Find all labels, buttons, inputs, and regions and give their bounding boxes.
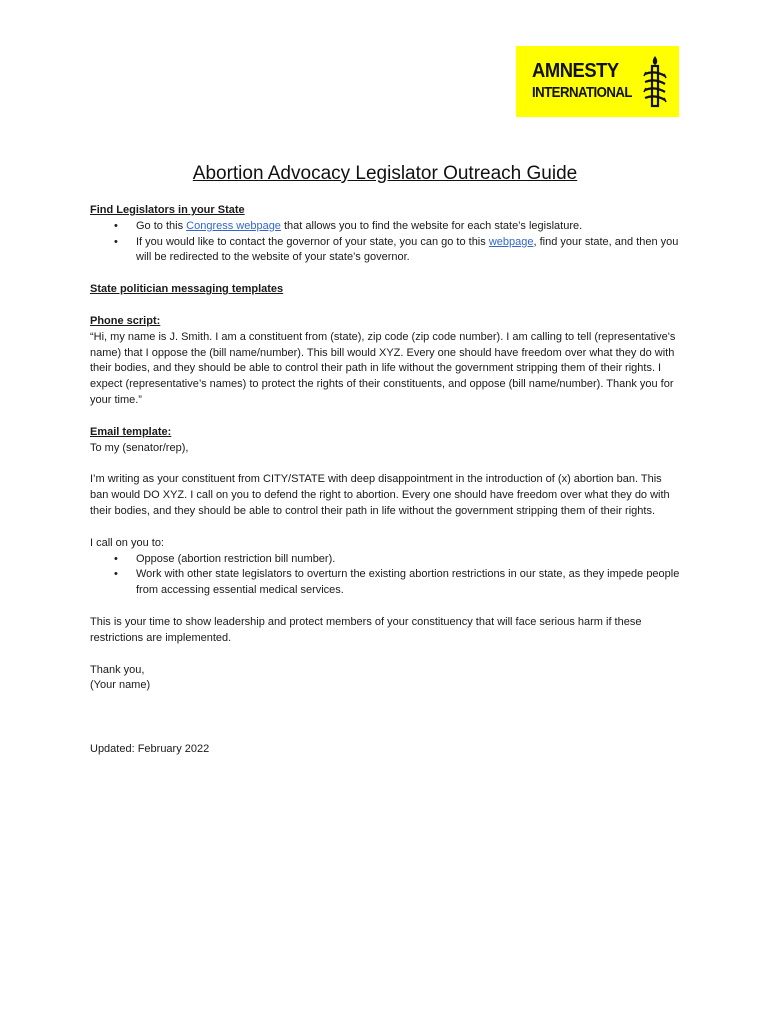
list-item-text: Work with other state legislators to overturn the existing abortion restrictions in our state, as they impede people from accessing essential medical services. xyxy=(136,568,680,597)
list-item-text: , find your state, and then you will be redirected to the website of your state’s governor. xyxy=(136,235,679,264)
logo-text-line1: AMNESTY xyxy=(532,60,619,82)
list-item xyxy=(90,552,682,568)
governor-webpage-link[interactable]: webpage xyxy=(488,235,534,248)
email-signoff: Thank you, xyxy=(90,663,145,676)
email-salutation: To my (senator/rep), xyxy=(90,441,189,454)
bullet-icon: • xyxy=(114,552,118,565)
phone-script-heading: Phone script: xyxy=(90,314,161,327)
find-legislators-heading: Find Legislators in your State xyxy=(90,204,245,216)
email-signature: (Your name) xyxy=(90,679,151,692)
congress-webpage-link[interactable]: Congress webpage xyxy=(186,219,281,232)
candle-barbed-wire-icon xyxy=(642,54,668,110)
logo-text-line2: INTERNATIONAL xyxy=(532,84,632,101)
list-item-text: Oppose (abortion restriction bill number). xyxy=(136,552,336,565)
phone-script-body: “Hi, my name is J. Smith. I am a constituent from (state), zip code (zip code number). I am calling to tell (representative's name) that I oppose the (bill name/number). This bill would XYZ. Every one should have freedom over what they do with their bodies, and they should be able to control their path in life without the government stripping them of their rights. I expect (representative’s names) to protect the rights of their constituents, and oppose (bill name/number). Thank you for your time.” xyxy=(90,330,676,406)
templates-heading: State politician messaging templates xyxy=(90,283,284,296)
document-body xyxy=(90,203,682,758)
list-item xyxy=(90,219,682,235)
bullet-icon: • xyxy=(114,219,118,232)
list-item-text: Go to this xyxy=(136,219,187,232)
bullet-icon: • xyxy=(114,568,118,581)
email-call-intro: I call on you to: xyxy=(90,536,164,549)
amnesty-logo xyxy=(516,46,679,117)
bullet-icon: • xyxy=(114,235,118,248)
email-asks-list xyxy=(90,552,682,599)
list-item xyxy=(90,235,682,267)
list-item-text: that allows you to find the website for each state’s legislature. xyxy=(280,219,583,232)
find-legislators-list xyxy=(90,219,682,266)
page-title: Abortion Advocacy Legislator Outreach Guide xyxy=(192,163,578,184)
updated-date: Updated: February 2022 xyxy=(90,743,210,756)
list-item xyxy=(90,567,682,599)
email-paragraph: I’m writing as your constituent from CITY/STATE with deep disappointment in the introduction of (x) abortion ban. This ban would DO XYZ. I call on you to defend the right to abortion. Every one should have freedom over what they do with their bodies, and they should be able to control their path in life without the government stripping them of their rights. xyxy=(90,473,670,517)
email-template-heading: Email template: xyxy=(90,425,172,438)
list-item-text: If you would like to contact the governor of your state, you can go to this xyxy=(136,235,489,248)
email-closing-paragraph: This is your time to show leadership and protect members of your constituency that will face serious harm if these restrictions are implemented. xyxy=(90,615,642,644)
